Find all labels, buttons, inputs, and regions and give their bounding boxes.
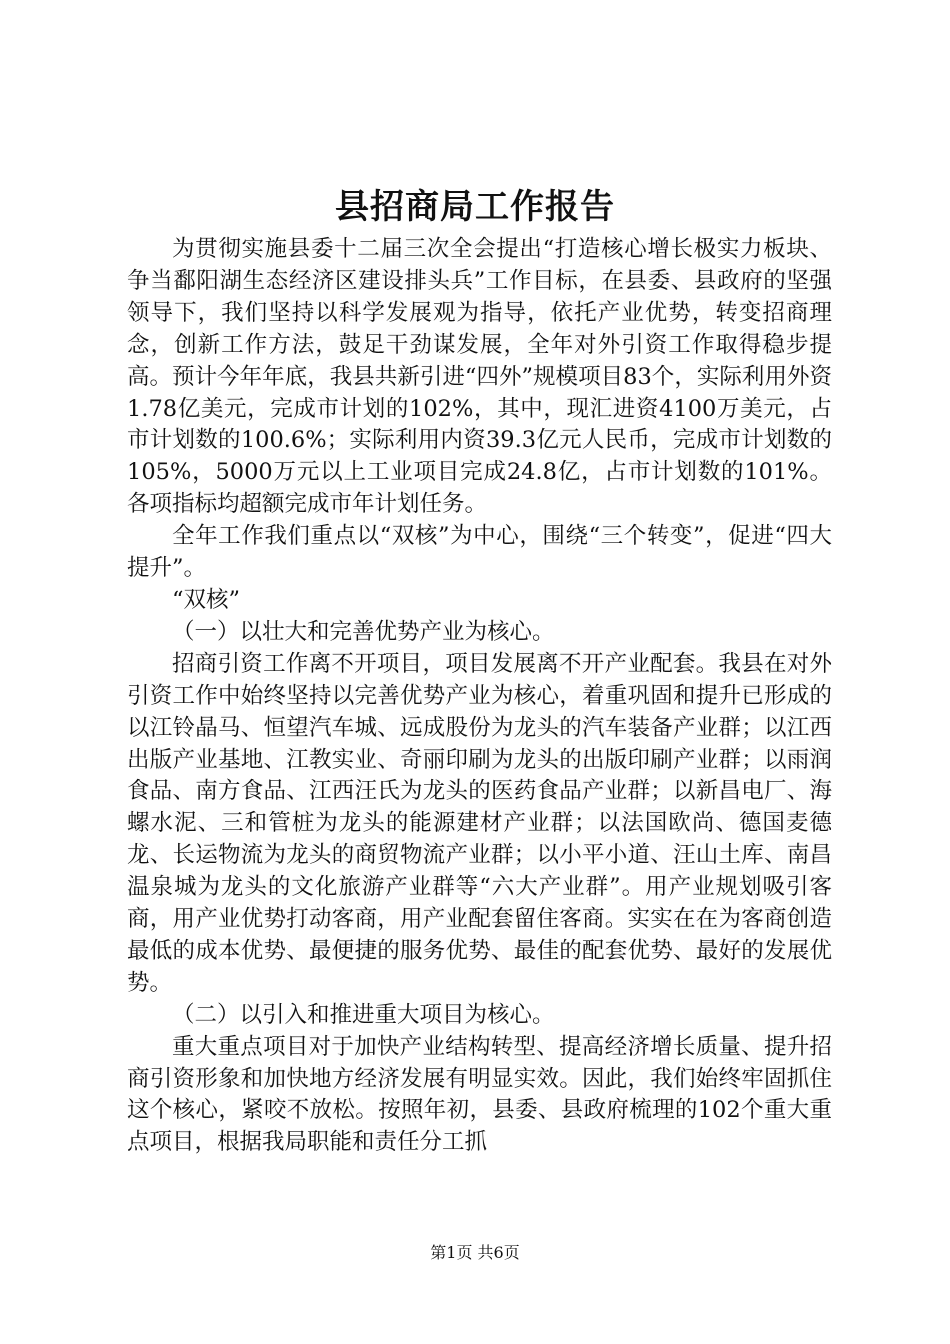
paragraph: 为贯彻实施县委十二届三次全会提出“打造核心增长极实力板块、争当鄱阳湖生态经济区建设排头兵”工作目标，在县委、县政府的坚强领导下，我们坚持以科学发展观为指导，依托产业优势，转变招商理念，创新工作方法，鼓足干劲谋发展，全年对外引资工作取得稳步提高。预计今年年底，我县共新引进“四外”规模项目83个，实际利用外资1.78亿美元，完成市计划的102%，其中，现汇进资4100万美元，占市计划数的100.6%；实际利用内资39.3亿元人民币，完成市计划数的105%，5000万元以上工业项目完成24.8亿，占市计划数的101%。各项指标均超额完成市年计划任务。 xyxy=(127,236,832,518)
subsection-heading: （一）以壮大和完善优势产业为核心。 xyxy=(172,618,555,645)
document-body xyxy=(127,234,832,1159)
document-title: 县招商局工作报告 xyxy=(335,187,615,227)
paragraph: 重大重点项目对于加快产业结构转型、提高经济增长质量、提升招商引资形象和加快地方经济发展有明显实效。因此，我们始终牢固抓住这个核心，紧咬不放松。按照年初，县委、县政府梳理的102个重大重点项目，根据我局职能和责任分工抓 xyxy=(127,1033,832,1156)
paragraph: 全年工作我们重点以“双核”为中心，围绕“三个转变”，促进“四大提升”。 xyxy=(127,523,832,582)
section-heading: “双核” xyxy=(172,586,241,613)
subsection-heading: （二）以引入和推进重大项目为核心。 xyxy=(172,1001,555,1028)
page-footer: 第1页 共6页 xyxy=(430,1243,520,1262)
paragraph: 招商引资工作离不开项目，项目发展离不开产业配套。我县在对外引资工作中始终坚持以完善优势产业为核心，着重巩固和提升已形成的以江铃晶马、恒望汽车城、远成股份为龙头的汽车装备产业群；以江西出版产业基地、江教实业、奇丽印刷为龙头的出版印刷产业群；以雨润食品、南方食品、江西汪氏为龙头的医药食品产业群；以新昌电厂、海螺水泥、三和管桩为龙头的能源建材产业群；以法国欧尚、德国麦德龙、长运物流为龙头的商贸物流产业群；以小平小道、汪山土库、南昌温泉城为龙头的文化旅游产业群等“六大产业群”。用产业规划吸引客商，用产业优势打动客商，用产业配套留住客商。实实在在为客商创造最低的成本优势、最便捷的服务优势、最佳的配套优势、最好的发展优势。 xyxy=(127,650,832,996)
